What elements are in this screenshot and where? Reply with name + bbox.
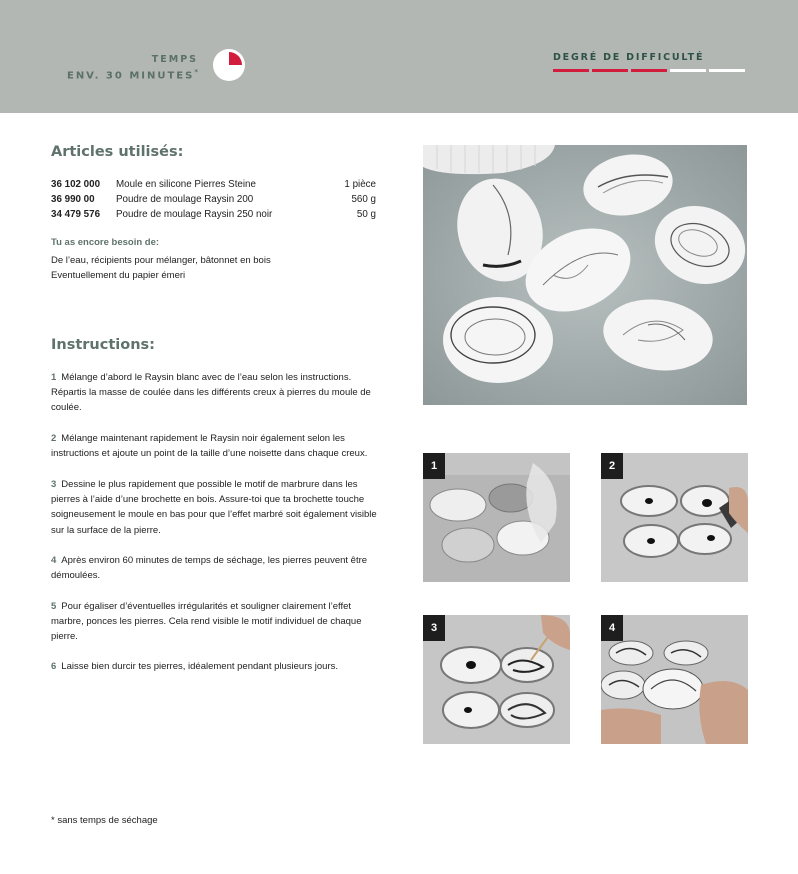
article-qty: 50 g [356,209,376,220]
article-name: Poudre de moulage Raysin 200 [116,194,254,205]
need-list [51,253,381,283]
difficulty-label: DEGRÉ DE DIFFICULTÉ [553,52,705,63]
instruction-step [51,599,381,645]
article-row [51,207,376,222]
need-item: Eventuellement du papier émeri [51,270,186,281]
step-number: 6 [51,661,57,672]
difficulty-bars [553,69,747,72]
need-title: Tu as encore besoin de: [51,237,160,248]
step-number: 1 [51,372,57,383]
article-name: Poudre de moulage Raysin 250 noir [116,209,273,220]
instruction-step [51,659,381,674]
article-qty: 560 g [351,194,376,205]
step-text: Pour égaliser d’éventuelles irrégularités et souligner clairement l’effet marbre, ponces les pierres. Cela rend visible le motif individuel de chaque pierre. [51,601,362,643]
articles-list [51,177,376,222]
difficulty-segment [592,69,628,72]
step-text: Mélange d’abord le Raysin blanc avec de l’eau selon les instructions. Répartis la masse de coulée dans les différents creux à pierres du moule de coulée. [51,372,371,414]
instruction-step [51,553,381,583]
footnote: * sans temps de séchage [51,815,158,826]
difficulty-segment [709,69,745,72]
difficulty-rating [553,52,747,72]
step-badge-2: 2 [601,453,623,479]
step-text: Après environ 60 minutes de temps de séchage, les pierres peuvent être démoulées. [51,555,368,582]
articles-title: Articles utilisés: [51,144,184,160]
difficulty-segment [670,69,706,72]
step-badge-1: 1 [423,453,445,479]
time-value-text: ENV. 30 MINUTES [66,70,195,82]
step-number: 5 [51,601,57,612]
step-text: Mélange maintenant rapidement le Raysin noir également selon les instructions et ajoute un point de la taille d’une noisette dans chaque creux. [51,433,368,460]
header-band [0,0,798,113]
instruction-step [51,370,381,416]
step-number: 2 [51,433,57,444]
article-code: 34 479 576 [51,209,101,220]
difficulty-segment [631,69,667,72]
step-photo-1 [423,453,570,582]
step-photo-4 [601,615,748,744]
step-photo-2 [601,453,748,582]
step-text: Dessine le plus rapidement que possible le motif de marbrure dans les pierres à l’aide d’une brochette en bois. Assure-toi que ta brochette touche soigneusement le moule en bas pour que l’effet marbré soit également visible sur la surface de la pierre. [51,479,377,536]
clock-pie-icon [212,48,246,82]
article-code: 36 990 00 [51,194,95,205]
article-row [51,192,376,207]
step-photo-3 [423,615,570,744]
article-name: Moule en silicone Pierres Steine [116,179,256,190]
time-estimate [67,53,198,82]
step-number: 3 [51,479,57,490]
article-row [51,177,376,192]
difficulty-segment [553,69,589,72]
article-qty: 1 pièce [344,179,376,190]
step-number: 4 [51,555,57,566]
need-item: De l’eau, récipients pour mélanger, bâtonnet en bois [51,255,271,266]
time-asterisk: * [194,68,198,76]
marbled-stones-photo [423,145,747,405]
instruction-step [51,431,381,461]
instruction-step [51,477,381,538]
article-code: 36 102 000 [51,179,101,190]
step-badge-3: 3 [423,615,445,641]
time-label: TEMPS [151,54,198,65]
time-value [67,66,198,82]
step-text: Laisse bien durcir tes pierres, idéalement pendant plusieurs jours. [61,661,339,672]
instructions-title: Instructions: [51,337,155,353]
step-badge-4: 4 [601,615,623,641]
